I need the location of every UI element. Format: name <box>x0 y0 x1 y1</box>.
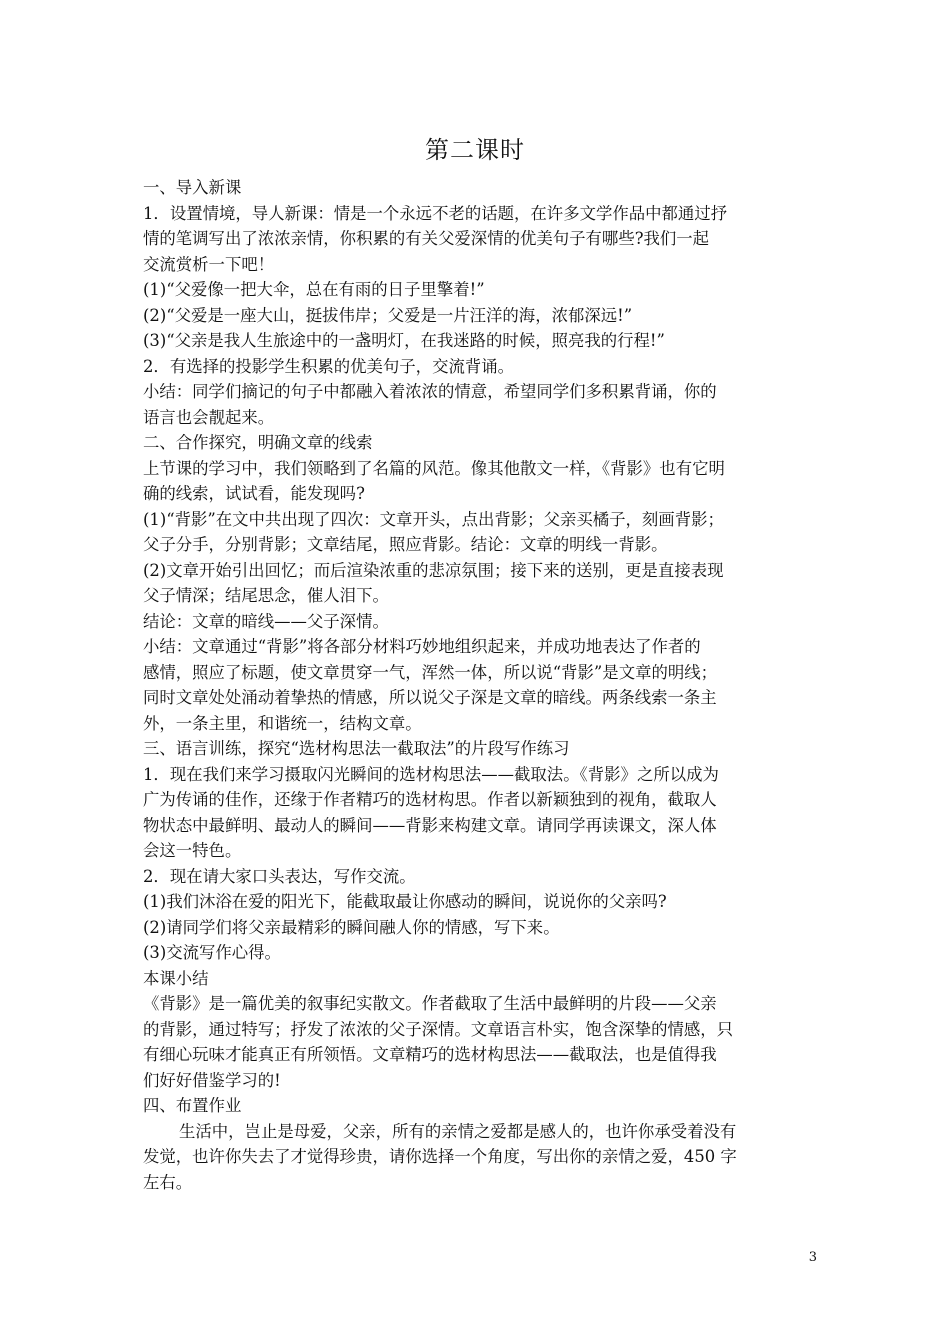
text-line: 有细心玩味才能真正有所领悟。文章精巧的选材构思法——截取法，也是值得我 <box>143 1045 717 1064</box>
text-line: 发觉，也许你失去了才觉得珍贵，请你选择一个角度，写出你的亲情之爱，450 字 <box>143 1147 737 1166</box>
text-line: 四、布置作业 <box>143 1096 242 1115</box>
text-line: 二、合作探究，明确文章的线索 <box>143 433 373 452</box>
text-line: 1．设置情境，导人新课：情是一个永远不老的话题，在许多文学作品中都通过抒 <box>143 203 728 223</box>
text-line: 1．现在我们来学习摄取闪光瞬间的选材构思法——截取法。《背影》之所以成为 <box>143 764 719 784</box>
text-line: 生活中，岂止是母爱，父亲，所有的亲情之爱都是感人的，也许你承受着没有 <box>179 1121 737 1141</box>
text-line: 小结：同学们摘记的句子中都融入着浓浓的情意，希望同学们多积累背诵，你的 <box>143 382 717 401</box>
text-line: 2．有选择的投影学生积累的优美句子，交流背诵。 <box>143 356 515 376</box>
text-line: (1)我们沐浴在爱的阳光下，能截取最让你感动的瞬间，说说你的父亲吗? <box>143 892 667 911</box>
text-line: 本课小结 <box>143 968 209 988</box>
text-line: 《背影》是一篇优美的叙事纪实散文。作者截取了生活中最鲜明的片段——父亲 <box>143 994 717 1013</box>
text-line: 父子情深；结尾思念，催人泪下。 <box>143 586 389 605</box>
page-number: 3 <box>808 1250 817 1265</box>
text-line: 一、导入新课 <box>143 178 242 197</box>
text-line: (2)请同学们将父亲最精彩的瞬间融人你的情感，写下来。 <box>143 917 560 937</box>
text-line: (2)“父爱是一座大山，挺拔伟岸；父爱是一片汪洋的海，浓郁深远!” <box>143 305 633 325</box>
text-line: 小结：文章通过“背影”将各部分材料巧妙地组织起来，并成功地表达了作者的 <box>143 637 701 656</box>
text-line: (3)“父亲是我人生旅途中的一盏明灯，在我迷路的时候，照亮我的行程!” <box>143 331 665 350</box>
page-title: 第二课时 <box>425 136 525 164</box>
text-line: 2．现在请大家口头表达，写作交流。 <box>143 866 416 886</box>
text-line: 左右。 <box>143 1172 193 1192</box>
text-line: 感情，照应了标题，使文章贯穿一气，浑然一体，所以说“背影”是文章的明线； <box>143 662 718 682</box>
text-line: 确的线索，试试看，能发现吗? <box>143 484 365 503</box>
text-line: (1)“背影”在文中共出现了四次：文章开头，点出背影；父亲买橘子，刻画背影； <box>143 509 724 529</box>
text-line: 三、语言训练，探究“选材构思法一截取法”的片段写作练习 <box>143 739 570 758</box>
text-line: 们好好借鉴学习的! <box>143 1070 281 1090</box>
text-line: 物状态中最鲜明、最动人的瞬间——背影来构建文章。请同学再读课文，深人体 <box>143 815 717 835</box>
text-line: (3)交流写作心得。 <box>143 943 281 962</box>
text-line: 同时文章处处涌动着挚热的情感，所以说父子深是文章的暗线。两条线索一条主 <box>143 688 717 707</box>
text-line: 结论：文章的暗线——父子深情。 <box>143 611 389 631</box>
text-line: 交流赏析一下吧！ <box>143 254 275 274</box>
text-line: (2)文章开始引出回忆；而后渲染浓重的悲凉氛围；接下来的送别，更是直接表现 <box>143 560 724 580</box>
text-line: (1)“父爱像一把大伞，总在有雨的日子里擎着!” <box>143 280 485 299</box>
text-line: 上节课的学习中，我们领略到了名篇的风范。像其他散文一样，《背影》也有它明 <box>143 458 725 478</box>
text-line: 父子分手，分别背影；文章结尾，照应背影。结论：文章的明线一背影。 <box>143 535 668 554</box>
text-line: 外，一条主里，和谐统一，结构文章。 <box>143 713 422 733</box>
text-line: 广为传诵的佳作，还缘于作者精巧的选材构思。作者以新颖独到的视角，截取人 <box>143 790 717 809</box>
document-body <box>143 175 813 1195</box>
text-line: 会这一特色。 <box>143 841 242 860</box>
text-line: 情的笔调写出了浓浓亲情，你积累的有关父爱深情的优美句子有哪些?我们一起 <box>143 229 710 248</box>
text-line: 语言也会靓起来。 <box>143 407 275 427</box>
text-line: 的背影，通过特写；抒发了浓浓的父子深情。文章语言朴实，饱含深挚的情感，只 <box>143 1019 734 1039</box>
